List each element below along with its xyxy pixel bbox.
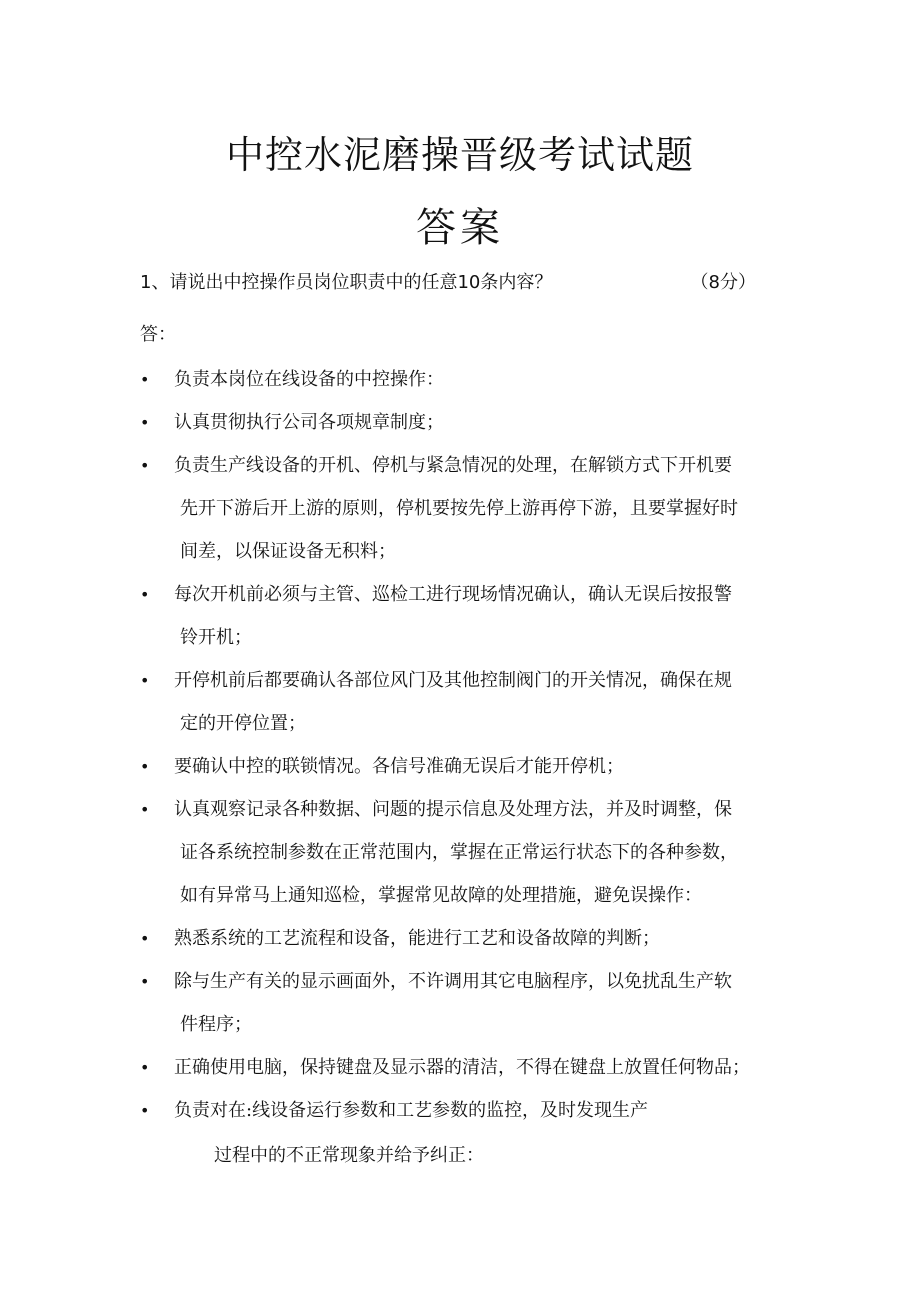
- answer-item: [140, 444, 800, 573]
- answer-item: [140, 659, 800, 745]
- answer-item: [140, 401, 800, 444]
- answer-list: [140, 358, 800, 1177]
- bullet-icon: •: [140, 1058, 150, 1077]
- answer-line: 要确认中控的联锁情况。各信号准确无误后才能开停机；: [174, 756, 624, 777]
- document-subtitle: 答案: [416, 205, 504, 251]
- answer-item: [140, 960, 800, 1046]
- answer-line: 负责对在:线设备运行参数和工艺参数的监控，及时发现生产: [174, 1100, 649, 1121]
- answer-line: 如有异常马上通知巡检，掌握常见故障的处理措施，避免误操作：: [180, 885, 702, 906]
- answer-line: 证各系统控制参数在正常范围内，掌握在正常运行状态下的各种参数，: [180, 842, 738, 863]
- answer-line: 定的开停位置；: [180, 713, 306, 734]
- answer-item: [140, 917, 800, 960]
- bullet-icon: •: [140, 413, 150, 432]
- answer-line: 除与生产有关的显示画面外，不许调用其它电脑程序，以免扰乱生产软: [174, 971, 732, 992]
- bullet-icon: •: [140, 929, 150, 948]
- bullet-icon: •: [140, 757, 150, 776]
- question-1: [140, 268, 780, 294]
- answer-item: [140, 573, 800, 659]
- answer-item: [140, 358, 800, 401]
- bullet-icon: •: [140, 456, 150, 475]
- answer-line: 认真观察记录各种数据、问题的提示信息及处理方法，并及时调整，保: [174, 799, 732, 820]
- answer-item: [140, 745, 800, 788]
- bullet-icon: •: [140, 972, 150, 991]
- answer-line: 熟悉系统的工艺流程和设备，能进行工艺和设备故障的判断；: [174, 928, 660, 949]
- question-text: 1、请说出中控操作员岗位职责中的任意10条内容？: [140, 272, 553, 293]
- bullet-icon: •: [140, 1101, 150, 1120]
- answer-line: 认真贯彻执行公司各项规章制度；: [174, 412, 444, 433]
- answer-line: 正确使用电脑，保持键盘及显示器的清洁，不得在键盘上放置任何物品；: [174, 1057, 750, 1078]
- answer-line: 开停机前后都要确认各部位风门及其他控制阀门的开关情况，确保在规: [174, 670, 732, 691]
- answer-line: 负责生产线设备的开机、停机与紧急情况的处理，在解锁方式下开机要: [174, 455, 732, 476]
- answer-label: 答：: [140, 324, 176, 345]
- bullet-icon: •: [140, 585, 150, 604]
- answer-item: [140, 788, 800, 917]
- bullet-icon: •: [140, 800, 150, 819]
- answer-line: 间差，以保证设备无积料；: [180, 541, 396, 562]
- answer-line: 铃开机；: [180, 627, 252, 648]
- answer-line: 每次开机前必须与主管、巡检工进行现场情况确认，确认无误后按报警: [174, 584, 732, 605]
- answer-line: 负责本岗位在线设备的中控操作：: [174, 369, 444, 390]
- answer-item: [140, 1046, 800, 1089]
- answer-line: 件程序；: [180, 1014, 252, 1035]
- bullet-icon: •: [140, 370, 150, 389]
- answer-item: [140, 1089, 800, 1177]
- answer-line: 先开下游后开上游的原则，停机要按先停上游再停下游，且要掌握好时: [180, 498, 738, 519]
- document-title: 中控水泥磨操晋级考试试题: [225, 133, 694, 177]
- question-score: （8分）: [690, 272, 756, 293]
- bullet-icon: •: [140, 671, 150, 690]
- answer-line: 过程中的不正常现象并给予纠正：: [214, 1145, 484, 1166]
